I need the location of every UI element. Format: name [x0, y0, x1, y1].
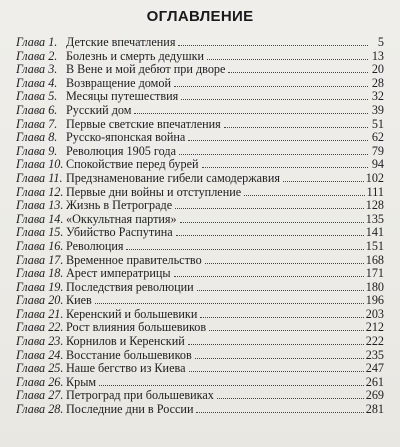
- toc-entry: [16, 281, 384, 295]
- chapter-title: Русский дом: [66, 102, 132, 117]
- toc-entry: [16, 376, 384, 390]
- toc-entry: [16, 104, 384, 118]
- dot-leader: [134, 113, 368, 114]
- toc-entry: [16, 213, 384, 227]
- dot-leader: [244, 195, 364, 196]
- chapter-title: Первые светские впечатления: [66, 116, 221, 131]
- chapter-number: Глава 28.: [16, 403, 64, 417]
- toc-entry: [16, 186, 384, 200]
- toc-entry: [16, 199, 384, 213]
- toc-entry: [16, 362, 384, 376]
- chapter-number: Глава 5.: [16, 90, 58, 104]
- dot-leader: [196, 412, 363, 413]
- page-number: 261: [365, 374, 384, 389]
- dot-leader: [126, 249, 363, 250]
- page-number: 141: [365, 225, 384, 240]
- chapter-number: Глава 23.: [16, 335, 64, 349]
- page-number: 28: [371, 75, 384, 90]
- dot-leader: [209, 330, 364, 331]
- chapter-title: Арест императрицы: [66, 266, 171, 281]
- dot-leader: [181, 99, 368, 100]
- page-number: 151: [365, 238, 384, 253]
- chapter-title: Временное правительство: [66, 252, 202, 267]
- page-number: 20: [371, 62, 384, 77]
- page-number: 111: [366, 184, 384, 199]
- page-number: 212: [365, 320, 384, 335]
- page-number: 128: [365, 198, 384, 213]
- page-number: 168: [365, 252, 384, 267]
- dot-leader: [202, 167, 368, 168]
- chapter-number: Глава 10.: [16, 158, 64, 172]
- chapter-number: Глава 18.: [16, 267, 64, 281]
- page-number: 102: [365, 170, 384, 185]
- toc-entry: [16, 226, 384, 240]
- page-number: 39: [371, 102, 384, 117]
- page-number: 180: [365, 279, 384, 294]
- dot-leader: [174, 86, 368, 87]
- chapter-number: Глава 13.: [16, 199, 64, 213]
- dot-leader: [195, 358, 364, 359]
- dot-leader: [179, 154, 368, 155]
- page-number: 171: [365, 266, 384, 281]
- page-number: 203: [365, 306, 384, 321]
- chapter-title: Восстание большевиков: [66, 347, 192, 362]
- toc-entry: [16, 335, 384, 349]
- page-number: 196: [365, 293, 384, 308]
- dot-leader: [217, 398, 364, 399]
- chapter-number: Глава 22.: [16, 321, 64, 335]
- page-number: 94: [371, 157, 384, 172]
- chapter-number: Глава 7.: [16, 117, 58, 131]
- chapter-number: Глава 6.: [16, 103, 58, 117]
- chapter-title: Возвращение домой: [66, 75, 171, 90]
- chapter-title: Предзнаменование гибели самодержавия: [66, 170, 280, 185]
- chapter-number: Глава 4.: [16, 76, 58, 90]
- dot-leader: [178, 45, 368, 46]
- toc-entry: [16, 63, 384, 77]
- chapter-number: Глава 27.: [16, 389, 64, 403]
- page-number: 62: [371, 130, 384, 145]
- page-number: 222: [365, 334, 384, 349]
- dot-leader: [205, 263, 364, 264]
- chapter-title: Последствия революции: [66, 279, 194, 294]
- dot-leader: [174, 276, 364, 277]
- dot-leader: [188, 344, 364, 345]
- chapter-title: Крым: [66, 374, 97, 389]
- chapter-number: Глава 26.: [16, 375, 64, 389]
- dot-leader: [188, 140, 368, 141]
- toc-entry: [16, 240, 384, 254]
- chapter-number: Глава 16.: [16, 239, 64, 253]
- page-number: 135: [365, 211, 384, 226]
- dot-leader: [207, 59, 368, 60]
- chapter-title: Революция 1905 года: [66, 143, 176, 158]
- table-of-contents: [16, 36, 384, 417]
- dot-leader: [228, 72, 368, 73]
- chapter-number: Глава 14.: [16, 212, 64, 226]
- page-number: 5: [377, 35, 384, 49]
- chapter-title: Наше бегство из Киева: [66, 361, 186, 376]
- chapter-title: «Оккультная партия»: [66, 211, 177, 226]
- toc-entry: [16, 131, 384, 145]
- toc-entry: [16, 267, 384, 281]
- toc-entry: [16, 254, 384, 268]
- dot-leader: [99, 385, 364, 386]
- toc-entry: [16, 145, 384, 159]
- dot-leader: [95, 303, 364, 304]
- chapter-number: Глава 21.: [16, 307, 64, 321]
- chapter-title: Месяцы путешествия: [66, 89, 179, 104]
- dot-leader: [200, 317, 363, 318]
- toc-entry: [16, 90, 384, 104]
- chapter-number: Глава 8.: [16, 131, 58, 145]
- chapter-number: Глава 15.: [16, 226, 64, 240]
- toc-entry: [16, 403, 384, 417]
- chapter-title: Корнилов и Керенский: [66, 334, 185, 349]
- chapter-number: Глава 19.: [16, 280, 64, 294]
- dot-leader: [180, 222, 364, 223]
- page-number: 281: [365, 402, 384, 417]
- dot-leader: [175, 208, 364, 209]
- chapter-title: Первые дни войны и отступление: [66, 184, 242, 199]
- chapter-title: Революция: [66, 238, 124, 253]
- chapter-title: Последние дни в России: [66, 402, 194, 417]
- chapter-title: Детские впечатления: [66, 35, 176, 49]
- chapter-number: Глава 24.: [16, 348, 64, 362]
- chapter-number: Глава 1.: [16, 36, 58, 49]
- chapter-number: Глава 20.: [16, 294, 64, 308]
- dot-leader: [224, 127, 368, 128]
- toc-entry: [16, 50, 384, 64]
- page-number: 51: [371, 116, 384, 131]
- chapter-number: Глава 3.: [16, 63, 58, 77]
- page-number: 32: [371, 89, 384, 104]
- toc-entry: [16, 118, 384, 132]
- chapter-number: Глава 12.: [16, 185, 64, 199]
- toc-entry: [16, 321, 384, 335]
- dot-leader: [283, 181, 364, 182]
- page-number: 247: [365, 361, 384, 376]
- toc-heading: ОГЛАВЛЕНИЕ: [146, 8, 254, 25]
- toc-entry: [16, 389, 384, 403]
- chapter-title: Петроград при большевиках: [66, 388, 214, 403]
- dot-leader: [189, 371, 364, 372]
- toc-entry: [16, 349, 384, 363]
- chapter-title: Болезнь и смерть дедушки: [66, 48, 205, 63]
- page-number: 235: [365, 347, 384, 362]
- page-number: 79: [371, 143, 384, 158]
- chapter-title: Жизнь в Петрограде: [66, 198, 173, 213]
- chapter-number: Глава 17.: [16, 253, 64, 267]
- chapter-number: Глава 2.: [16, 49, 58, 63]
- chapter-title: Рост влияния большевиков: [66, 320, 207, 335]
- toc-entry: [16, 158, 384, 172]
- dot-leader: [197, 290, 364, 291]
- chapter-title: Керенский и большевики: [66, 306, 198, 321]
- toc-entry: [16, 77, 384, 91]
- toc-entry: [16, 308, 384, 322]
- toc-entry: [16, 36, 384, 50]
- chapter-title: Спокойствие перед бурей: [66, 157, 199, 172]
- chapter-title: Киев: [66, 293, 92, 308]
- page-number: 269: [365, 388, 384, 403]
- chapter-number: Глава 11.: [16, 171, 63, 185]
- chapter-title: Русско-японская война: [66, 130, 186, 145]
- toc-entry: [16, 294, 384, 308]
- chapter-number: Глава 25.: [16, 362, 64, 376]
- chapter-title: Убийство Распутина: [66, 225, 173, 240]
- dot-leader: [176, 235, 364, 236]
- chapter-title: В Вене и мой дебют при дворе: [66, 62, 226, 77]
- page-number: 13: [371, 48, 384, 63]
- toc-entry: [16, 172, 384, 186]
- chapter-number: Глава 9.: [16, 144, 58, 158]
